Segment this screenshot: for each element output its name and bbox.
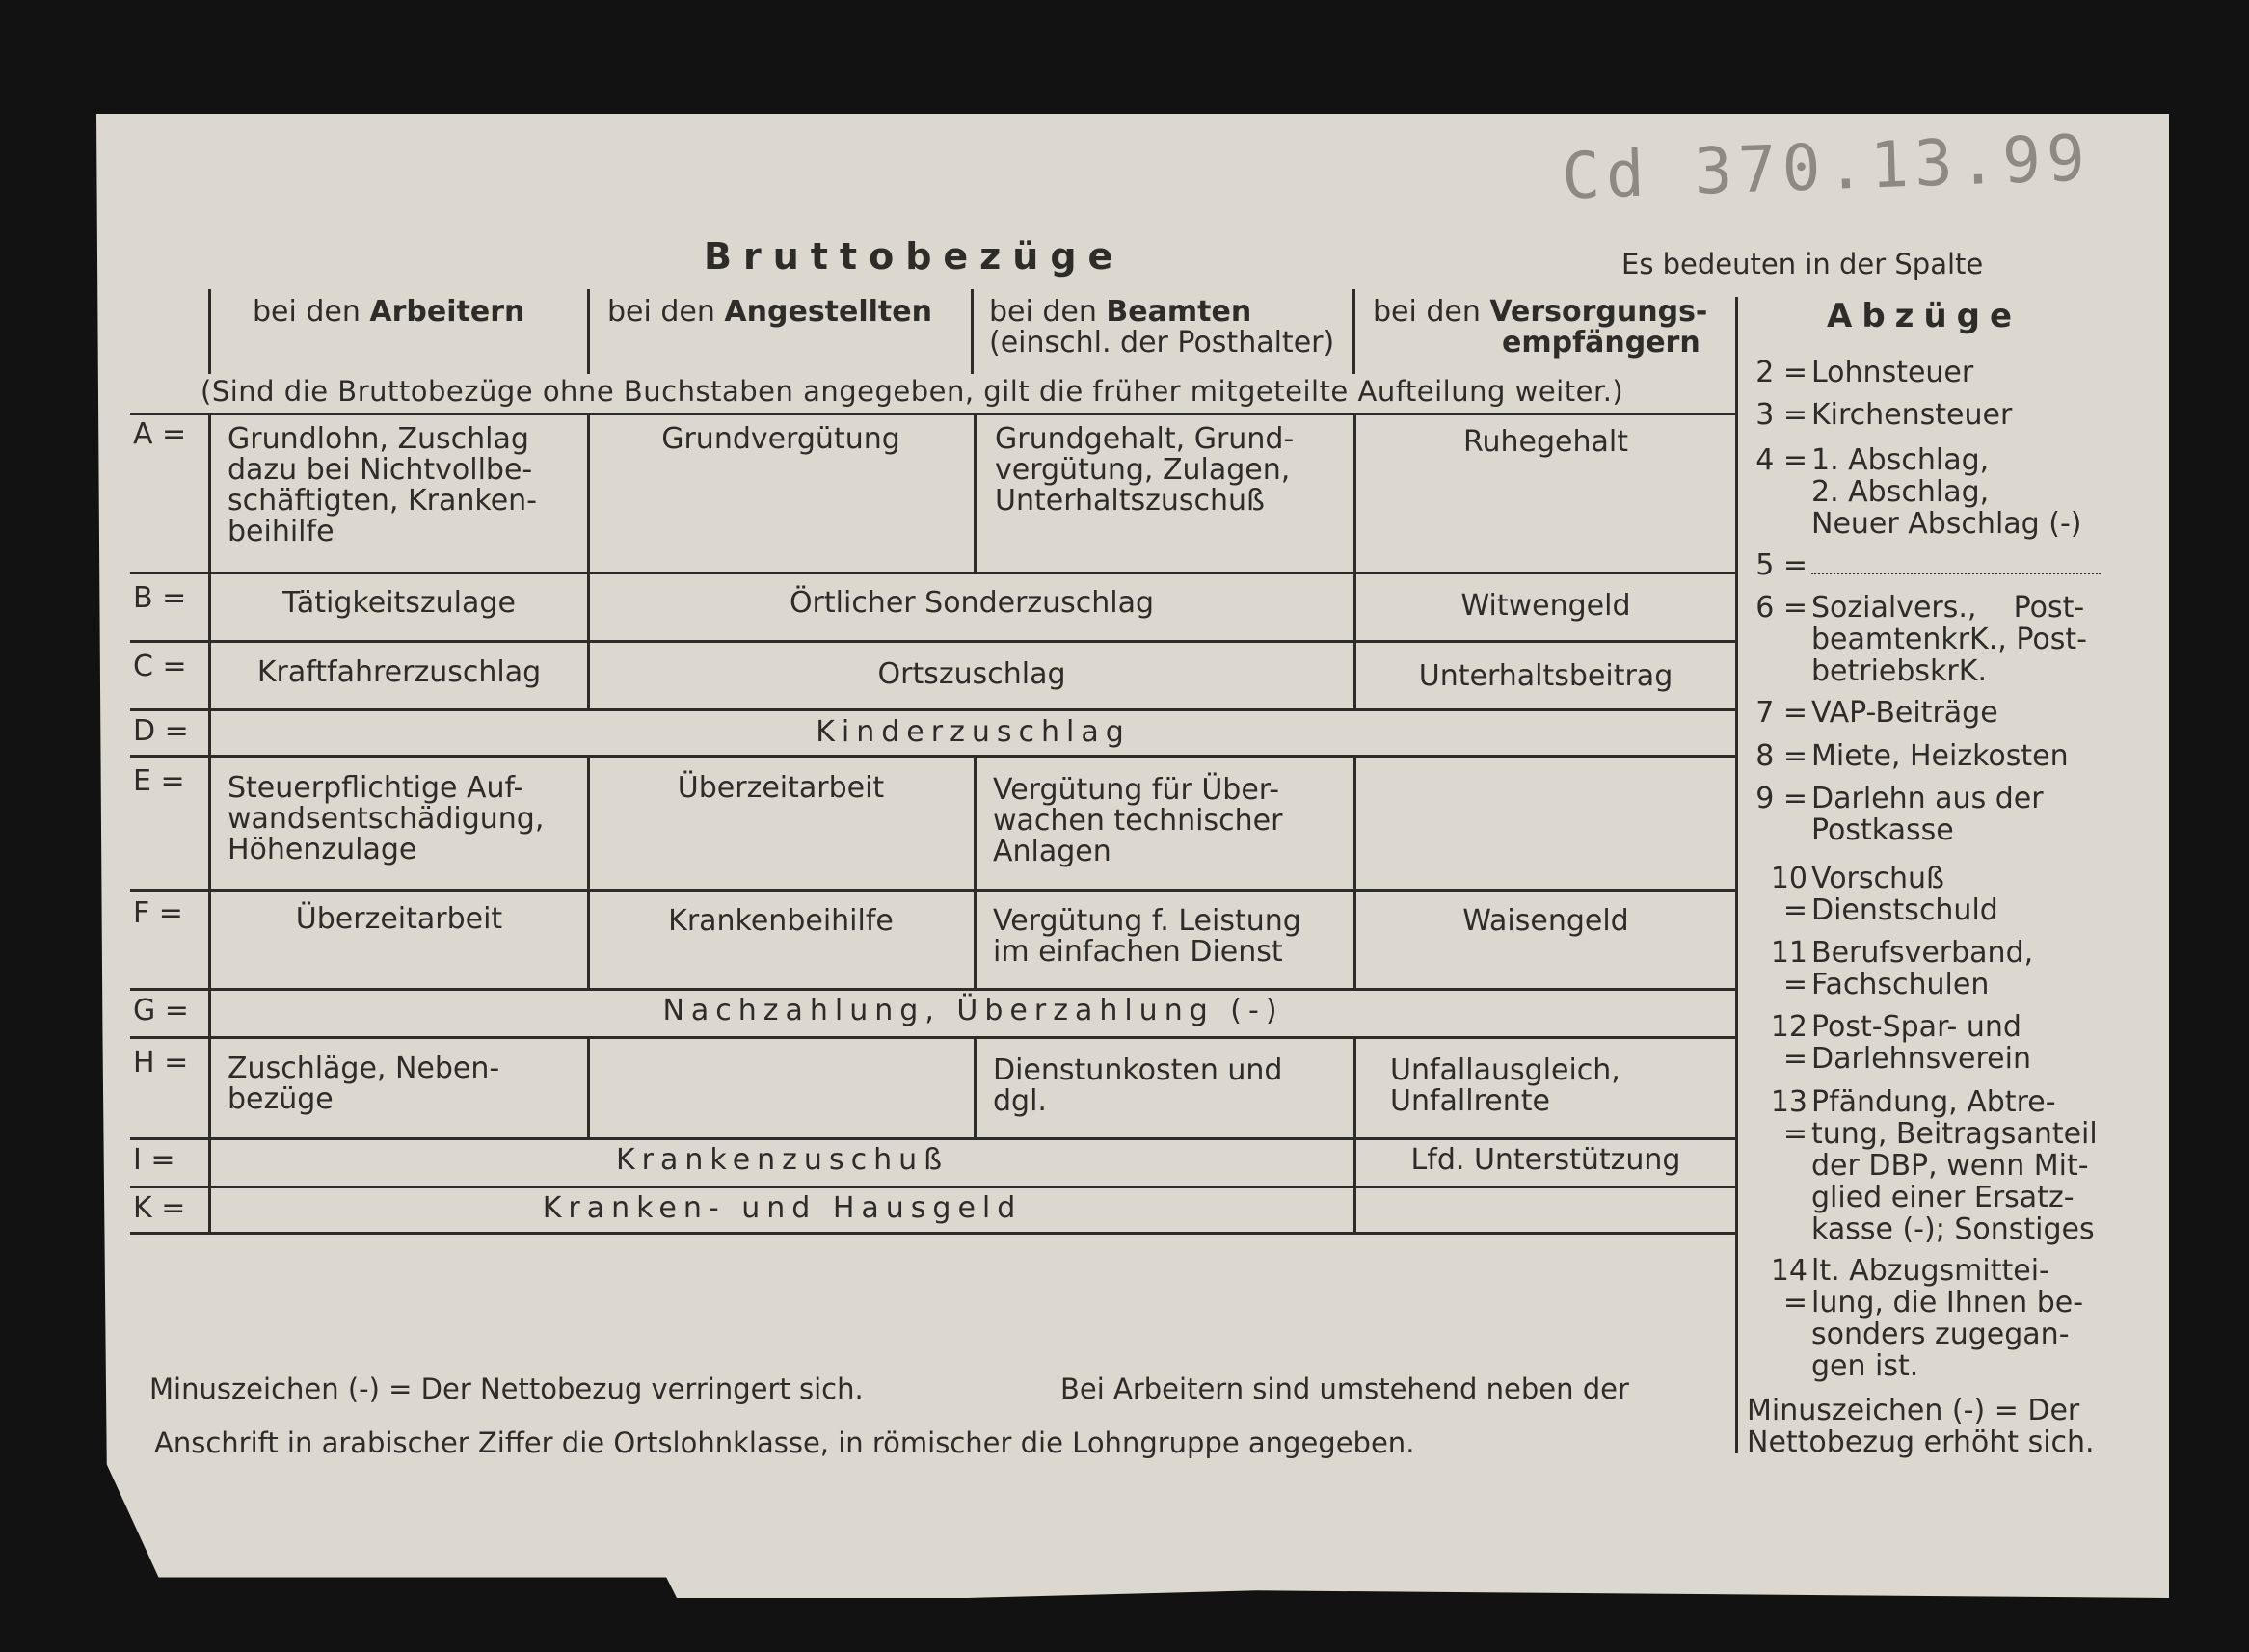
header-employees: bei den Angestellten [607,295,932,329]
row-label-e: E = [133,764,185,798]
deductions-divider [1735,297,1738,1453]
cell-c-workers: Kraftfahrerzuschlag [256,655,542,689]
deduction-3: 3 = Kirchensteuer [1755,398,2013,432]
deductions-footer: Minuszeichen (-) = Der Nettobezug erhöht sich. [1747,1394,2095,1459]
cell-k-workers-employees-civil: Kranken- und Hausgeld [542,1191,1023,1225]
cell-g-all: Nachzahlung, Überzahlung (-) [662,994,1284,1027]
cell-e-employees: Überzeitarbeit [677,771,885,805]
cell-a-pensioners: Ruhegehalt [1463,425,1628,459]
cell-f-pensioners: Waisengeld [1462,904,1629,938]
deduction-11: 11 =Berufsverband, Fachschulen [1770,936,2034,1001]
deduction-9: 9 = Darlehn aus der Postkasse [1755,782,2044,847]
cell-f-workers: Überzeitarbeit [295,902,503,936]
deductions-title: Abzüge [1827,297,2022,335]
cell-a-employees: Grundvergütung [661,422,900,456]
deduction-6: 6 = Sozialvers., Post- beamtenkrK., Post- betriebskrK. [1755,591,2087,688]
row-label-a: A = [133,417,187,451]
deduction-5: 5 = [1750,549,2101,581]
row-label-h: H = [133,1046,189,1079]
handwritten-reference: Cd 370.13.99 [1560,120,2093,214]
cell-f-civil-servants: Vergütung f. Leistung im einfachen Dienst [993,904,1301,969]
deduction-7: 7 = VAP-Beiträge [1755,696,1998,730]
footer-workers-note-line2: Anschrift in arabischer Ziffer die Ortslohnklasse, in römischer die Lohngruppe angegeben. [154,1426,1415,1459]
deduction-12: 12 =Post-Spar- und Darlehnsverein [1770,1010,2031,1076]
row-label-b: B = [133,581,187,615]
cell-b-employees-civil: Örtlicher Sonderzuschlag [789,586,1155,620]
deduction-10: 10 =Vorschuß Dienstschuld [1770,862,1998,927]
cell-h-workers: Zuschläge, Neben- bezüge [228,1052,500,1116]
cell-i-workers-employees-civil: Krankenzuschuß [616,1143,949,1177]
cell-c-pensioners: Unterhaltsbeitrag [1418,659,1673,693]
row-label-c: C = [133,650,187,683]
cell-f-employees: Krankenbeihilfe [668,904,894,938]
cell-b-workers: Tätigkeitszulage [282,586,516,620]
row-label-k: K = [133,1191,186,1225]
deduction-13: 13 =Pfändung, Abtre- tung, Beitragsanteil der DBP, wenn Mit- glied einer Ersatz- kasse (-); Sonstiges [1770,1085,2098,1246]
footer-minus-note: Minuszeichen (-) = Der Nettobezug verringert sich. [149,1372,864,1405]
cell-i-pensioners: Lfd. Unterstützung [1410,1143,1681,1177]
allocation-note: (Sind die Bruttobezüge ohne Buchstaben angegeben, gilt die früher mitgeteilte Aufteilung weiter.) [201,375,1624,408]
cell-c-employees-civil: Ortszuschlag [877,657,1066,691]
row-label-f: F = [133,896,183,930]
cell-a-workers: Grundlohn, Zuschlag dazu bei Nichtvollbe- schäftigten, Kranken- beihilfe [228,422,538,548]
cell-h-pensioners: Unfallausgleich, Unfallrente [1390,1053,1620,1118]
header-workers: bei den Arbeitern [253,295,525,329]
header-pensioners: bei den Versorgungs- empfängern [1373,295,1708,360]
deduction-8: 8 = Miete, Heizkosten [1755,739,2069,773]
deduction-4: 4 = 1. Abschlag, 2. Abschlag, Neuer Abschlag (-) [1755,443,2082,541]
cell-a-civil-servants: Grundgehalt, Grund- vergütung, Zulagen, Unterhaltszuschuß [995,422,1295,518]
row-label-d: D = [133,714,189,748]
legend-intro: Es bedeuten in der Spalte [1621,248,1984,280]
cell-e-civil-servants: Vergütung für Über- wachen technischer Anlagen [993,773,1283,868]
row-label-g: G = [133,994,189,1027]
header-civil-servants: bei den Beamten (einschl. der Posthalter) [989,295,1335,360]
cell-b-pensioners: Witwengeld [1460,589,1631,623]
deduction-2: 2 = Lohnsteuer [1755,356,1974,389]
row-label-i: I = [133,1143,175,1177]
cell-h-civil-servants: Dienstunkosten und dgl. [993,1053,1283,1118]
gross-pay-title: Bruttobezüge [704,235,1125,278]
cell-e-workers: Steuerpflichtige Auf- wandsentschädigung, Höhenzulage [228,771,545,866]
deduction-14: 14 =lt. Abzugsmittei- lung, die Ihnen be- sonders zugegan- gen ist. [1770,1254,2084,1383]
cell-d-all: Kinderzuschlag [816,715,1131,749]
footer-workers-note: Bei Arbeitern sind umstehend neben der [1060,1372,1629,1405]
